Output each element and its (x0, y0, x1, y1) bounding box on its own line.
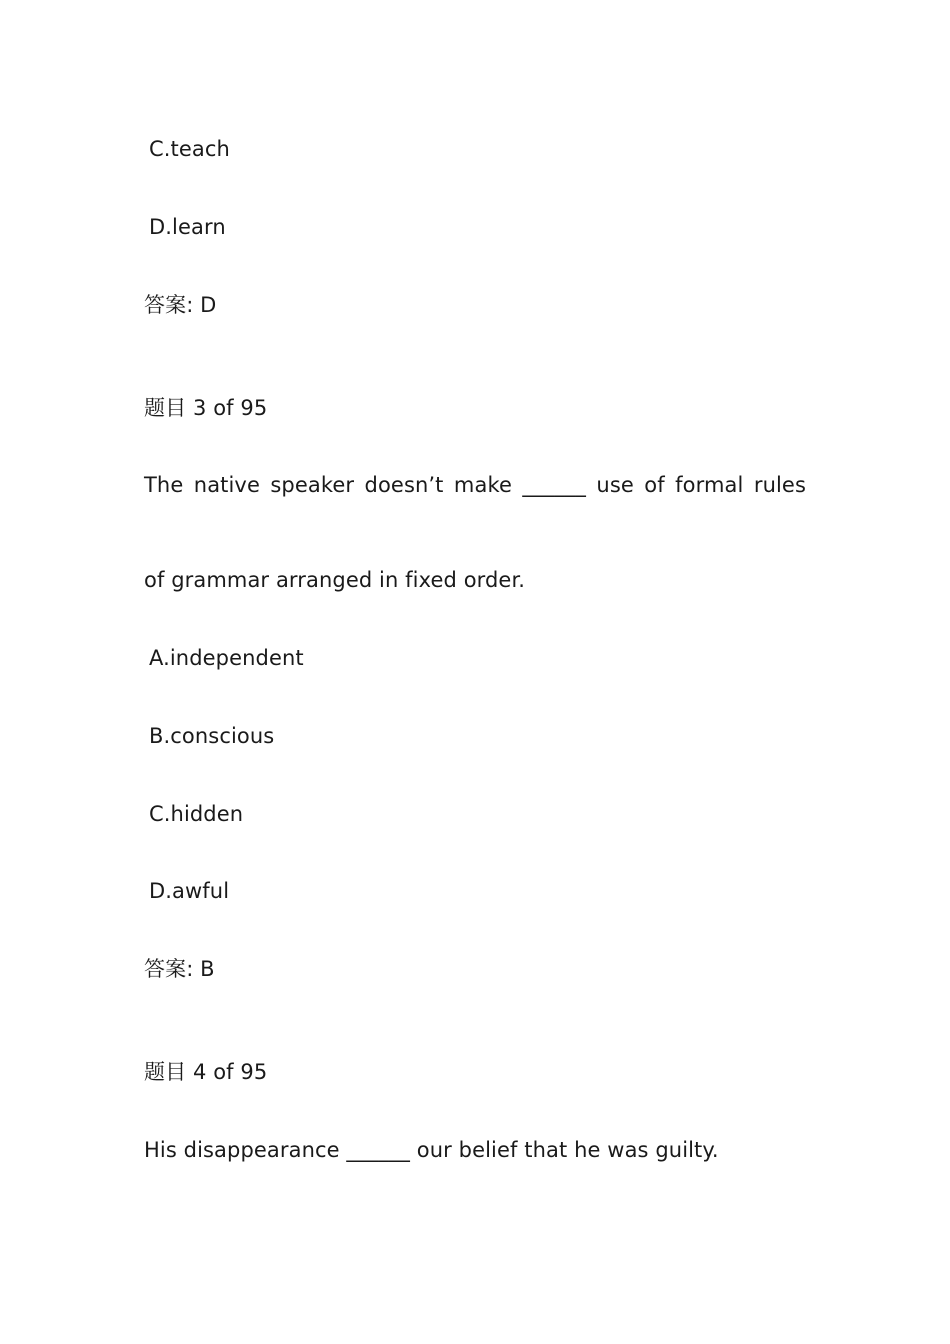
q4-stem-line1: His disappearance ______ our belief that he was guilty. (144, 1138, 719, 1162)
q4-header: 题目 4 of 95 (144, 1060, 268, 1084)
q2-answer: 答案: D (144, 293, 217, 317)
q3-option-a: A.independent (149, 646, 304, 670)
q3-stem-line1: The native speaker doesn’t make ______ use of formal rules (144, 473, 806, 497)
q3-option-d: D.awful (149, 879, 230, 903)
q2-option-c: C.teach (149, 137, 230, 161)
q3-option-b: B.conscious (149, 724, 275, 748)
q3-answer: 答案: B (144, 957, 215, 981)
q3-header: 题目 3 of 95 (144, 396, 268, 420)
q3-stem-line2: of grammar arranged in fixed order. (144, 568, 526, 592)
q3-option-c: C.hidden (149, 802, 244, 826)
q2-option-d: D.learn (149, 215, 226, 239)
